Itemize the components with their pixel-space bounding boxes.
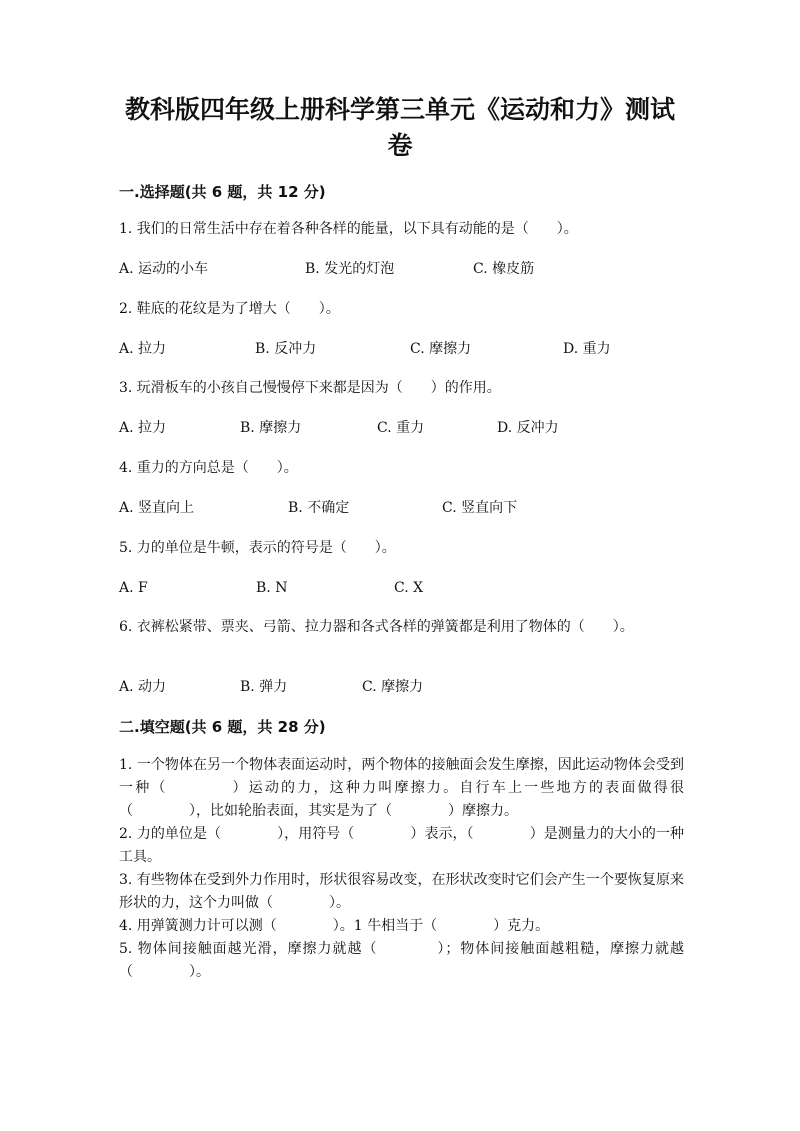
option: D. 重力 <box>563 341 611 357</box>
option: C. X <box>394 580 424 596</box>
option: D. 反冲力 <box>497 420 559 436</box>
option: B. 反冲力 <box>255 341 317 357</box>
option: A. F <box>119 580 148 596</box>
option: C. 摩擦力 <box>362 679 424 695</box>
fill-item: 5. 物体间接触面越光滑，摩擦力就越（ ）；物体间接触面越粗糙，摩擦力就越（ ）。 <box>119 941 684 980</box>
option: A. 拉力 <box>119 341 167 357</box>
question-stem: 3. 玩滑板车的小孩自己慢慢停下来都是因为（ ）的作用。 <box>119 380 501 396</box>
option: B. 发光的灯泡 <box>305 261 395 277</box>
fill-blank-list <box>119 754 684 984</box>
question-stem: 2. 鞋底的花纹是为了增大（ ）。 <box>119 301 340 317</box>
fill-item: 4. 用弹簧测力计可以测（ ）。1 牛相当于（ ）克力。 <box>119 918 550 934</box>
question-stem: 6. 衣裤松紧带、票夹、弓箭、拉力器和各式各样的弹簧都是利用了物体的（ ）。 <box>119 619 634 635</box>
question-stem: 1. 我们的日常生活中存在着各种各样的能量，以下具有动能的是（ ）。 <box>119 221 578 237</box>
option: C. 橡皮筋 <box>473 261 535 277</box>
option: B. N <box>256 580 288 596</box>
option: C. 重力 <box>377 420 425 436</box>
option: B. 不确定 <box>288 500 350 516</box>
question-stem: 5. 力的单位是牛顿，表示的符号是（ ）。 <box>119 540 396 556</box>
question-stem: 4. 重力的方向总是（ ）。 <box>119 460 298 476</box>
option: A. 动力 <box>119 679 167 695</box>
fill-item: 2. 力的单位是（ ），用符号（ ）表示，（ ）是测量力的大小的一种工具。 <box>119 826 684 865</box>
page-title: 教科版四年级上册科学第三单元《运动和力》测试卷 <box>124 95 675 160</box>
option: B. 摩擦力 <box>240 420 302 436</box>
section-heading-fill: 二.填空题(共 6 题，共 28 分) <box>119 718 326 736</box>
option: B. 弹力 <box>240 679 288 695</box>
option: A. 运动的小车 <box>119 261 209 277</box>
option: A. 竖直向上 <box>119 500 195 516</box>
fill-item: 3. 有些物体在受到外力作用时，形状很容易改变，在形状改变时它们会产生一个要恢复原来形状的力，这个力叫做（ ）。 <box>119 872 684 911</box>
option: A. 拉力 <box>119 420 167 436</box>
option: C. 摩擦力 <box>410 341 472 357</box>
fill-item: 1. 一个物体在另一个物体表面运动时，两个物体的接触面会发生摩擦，因此运动物体会受到一种（ ）运动的力，这种力叫摩擦力。自行车上一些地方的表面做得很（ ），比如轮胎表面，其实是为了（ ）摩擦力。 <box>119 757 684 819</box>
option: C. 竖直向下 <box>442 500 518 516</box>
section-heading-choice: 一.选择题(共 6 题，共 12 分) <box>119 183 326 201</box>
